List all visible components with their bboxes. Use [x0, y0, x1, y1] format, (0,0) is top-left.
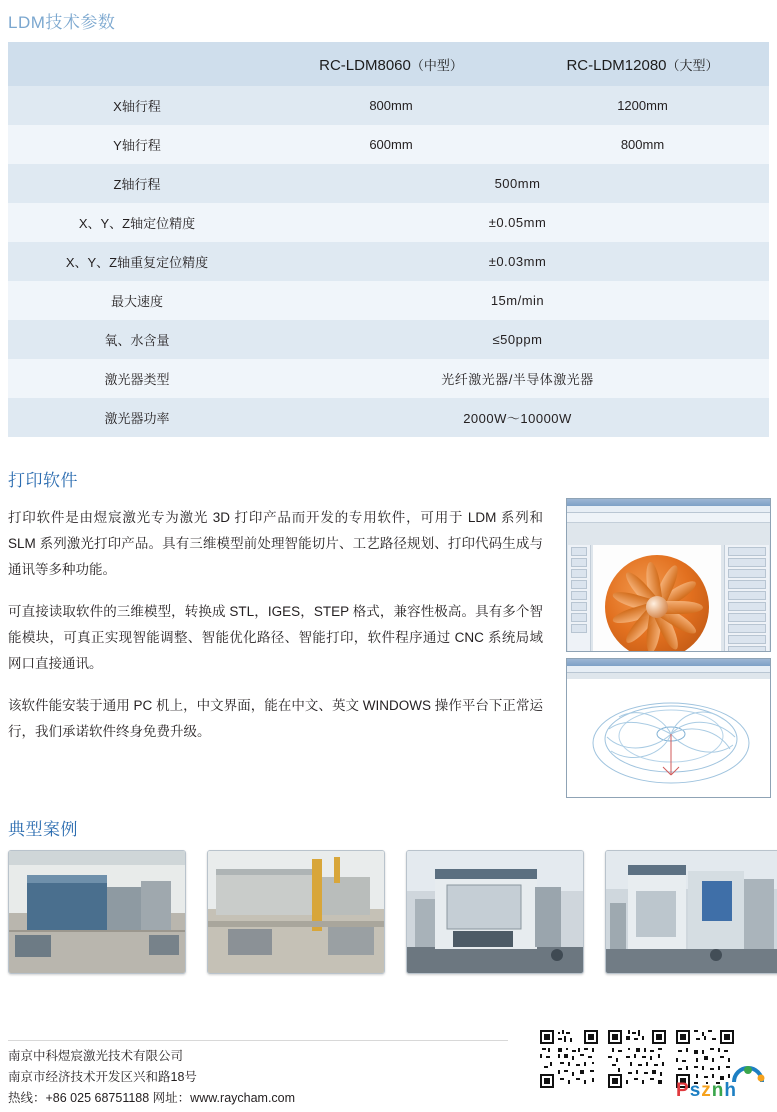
software-paragraph-2: 可直接读取软件的三维模型，转换成 STL，IGES，STEP 格式，兼容性极高。具有多个智能模块，可真正实现智能调整、智能优化路径、智能打印，软件程序通过 CNC 系统局域网口直接通讯。 [8, 604, 543, 671]
wireframe-fan-icon [567, 679, 770, 797]
logo-text: Psznh [676, 1080, 737, 1101]
workshop-photo-1 [9, 851, 185, 973]
palette-button [571, 547, 587, 556]
footer-divider [8, 1040, 508, 1041]
spec-label: Y轴行程 [8, 125, 266, 164]
model-a-name: RC-LDM8060 [319, 56, 411, 74]
case-photo [605, 850, 777, 974]
panel-row [728, 558, 766, 567]
qr-code-icon [608, 1030, 666, 1088]
software-paragraph-3: 该软件能安装于通用 PC 机上，中文界面，能在中文、英文 WINDOWS 操作平台下正常运行，我们承诺软件终身免费升级。 [8, 698, 543, 739]
wireframe-canvas [567, 679, 770, 797]
company-address: 南京市经济技术开发区兴和路18号 [8, 1070, 197, 1084]
spec-value-merged: ±0.03mm [266, 242, 769, 281]
spec-value-merged: 500mm [266, 164, 769, 203]
panel-row [728, 580, 766, 589]
spec-value-a: 600mm [266, 125, 516, 164]
palette-button [571, 591, 587, 600]
model-b-size: （大型） [666, 57, 719, 73]
table-row [8, 398, 769, 437]
spec-section-title: LDM技术参数 [8, 13, 116, 32]
table-header-row [8, 42, 769, 86]
panel-row [728, 635, 766, 644]
palette-button [571, 569, 587, 578]
software-screenshot-3d-model [566, 498, 771, 652]
spec-label: X、Y、Z轴重复定位精度 [8, 242, 266, 281]
panel-row [728, 547, 766, 556]
footer [8, 1046, 295, 1109]
company-name: 南京中科煜宸激光技术有限公司 [8, 1049, 184, 1063]
machine-photo-1 [407, 851, 583, 973]
spec-label: 激光器类型 [8, 359, 266, 398]
qr-code-2 [608, 1030, 666, 1088]
qr-code-1 [540, 1030, 598, 1088]
qr-code-icon [540, 1030, 598, 1088]
table-row [8, 281, 769, 320]
panel-row [728, 613, 766, 622]
panel-row [728, 591, 766, 600]
spec-label: Z轴行程 [8, 164, 266, 203]
window-menubar [567, 666, 770, 673]
palette-button [571, 580, 587, 589]
case-photo [207, 850, 385, 974]
spec-table [8, 42, 769, 437]
table-row [8, 164, 769, 203]
window-titlebar [567, 499, 770, 506]
panel-row [728, 569, 766, 578]
table-row [8, 359, 769, 398]
software-description [8, 505, 543, 761]
panel-row [728, 624, 766, 633]
spec-value-merged: 光纤激光器/半导体激光器 [266, 359, 769, 398]
panel-row [728, 602, 766, 611]
software-section-title: 打印软件 [8, 471, 78, 490]
impeller-render [593, 545, 721, 652]
model-a-size: （中型） [410, 57, 463, 73]
spec-value-merged: ±0.05mm [266, 203, 769, 242]
model-b-name: RC-LDM12080 [566, 56, 667, 74]
spec-value-merged: 15m/min [266, 281, 769, 320]
table-header-model-b [516, 42, 769, 86]
spec-label: 最大速度 [8, 281, 266, 320]
company-contact: 热线：+86 025 68751188 网址：www.raycham.com [8, 1091, 296, 1105]
window-menubar [567, 506, 770, 513]
spec-value-merged: 2000W～10000W [266, 398, 769, 437]
model-canvas [567, 521, 770, 651]
palette-button [571, 558, 587, 567]
tool-palette [568, 545, 591, 652]
table-row [8, 203, 769, 242]
spec-label: 氧、水含量 [8, 320, 266, 359]
spec-value-b: 800mm [516, 125, 769, 164]
impeller-body [605, 555, 709, 652]
table-row [8, 125, 769, 164]
case-photo [8, 850, 186, 974]
table-row [8, 320, 769, 359]
palette-button [571, 613, 587, 622]
machine-photo-2 [606, 851, 777, 973]
spec-value-b: 1200mm [516, 86, 769, 125]
table-header-blank [8, 42, 266, 86]
spec-label: 激光器功率 [8, 398, 266, 437]
case-photo [406, 850, 584, 974]
table-header-model-a [266, 42, 516, 86]
spec-label: X、Y、Z轴定位精度 [8, 203, 266, 242]
property-panel [724, 545, 769, 652]
software-screenshot-slice-path [566, 658, 771, 798]
cases-section-title: 典型案例 [8, 820, 78, 839]
spec-label: X轴行程 [8, 86, 266, 125]
workshop-photo-2 [208, 851, 384, 973]
impeller-hub [646, 596, 668, 618]
spec-value-a: 800mm [266, 86, 516, 125]
company-logo [676, 1064, 770, 1104]
palette-button [571, 624, 587, 633]
panel-row [728, 646, 766, 652]
table-row [8, 86, 769, 125]
software-paragraph-1: 打印软件是由煜宸激光专为激光 3D 打印产品而开发的专用软件，可用于 LDM 系列和 SLM 系列激光打印产品。具有三维模型前处理智能切片、工艺路径规划、打印代码生成与通讯等多种功能。 [8, 510, 543, 577]
palette-button [571, 602, 587, 611]
table-row [8, 242, 769, 281]
spec-value-merged: ≤50ppm [266, 320, 769, 359]
window-titlebar [567, 659, 770, 666]
